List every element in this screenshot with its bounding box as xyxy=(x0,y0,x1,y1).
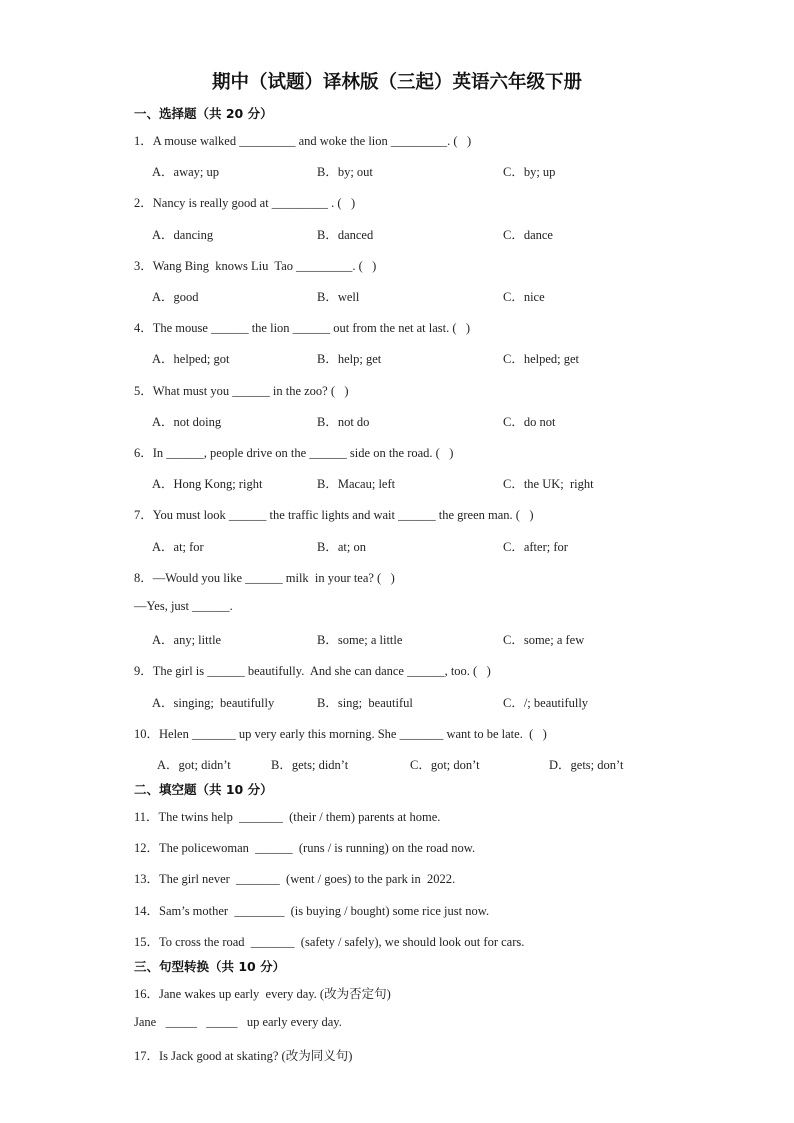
q3-option-b: B．well xyxy=(317,290,360,304)
q2-option-c: C．dance xyxy=(503,228,553,242)
q2-option-b: B．danced xyxy=(317,228,374,242)
q9-option-a: A．singing; beautifully xyxy=(152,696,275,710)
question-4: 4．The mouse ______ the lion ______ out from the net at last. ( ) xyxy=(134,321,471,335)
question-14: 14．Sam’s mother ________ (is buying / bought) some rice just now. xyxy=(134,904,490,918)
section-heading-fill: 二、填空题（共 10 分） xyxy=(134,782,273,797)
q7-option-b: B．at; on xyxy=(317,540,366,554)
q4-option-b: B．help; get xyxy=(317,352,382,366)
q1-option-b: B．by; out xyxy=(317,165,373,179)
q5-option-c: C．do not xyxy=(503,415,556,429)
q2-option-a: A．dancing xyxy=(152,228,214,242)
question-6: 6．In ______, people drive on the ______ side on the road. ( ) xyxy=(134,446,454,460)
question-7: 7．You must look ______ the traffic lights and wait ______ the green man. ( ) xyxy=(134,508,534,522)
question-8: 8．—Would you like ______ milk in your tea? ( ) xyxy=(134,571,395,585)
q8-option-c: C．some; a few xyxy=(503,633,585,647)
q10-option-d: D．gets; don’t xyxy=(549,758,624,772)
question-9: 9．The girl is ______ beautifully. And she can dance ______, too. ( ) xyxy=(134,664,491,678)
question-3: 3．Wang Bing knows Liu Tao _________. ( ) xyxy=(134,259,377,273)
q7-option-c: C．after; for xyxy=(503,540,568,554)
page-title: 期中（试题）译林版（三起）英语六年级下册 xyxy=(211,72,582,93)
q4-option-c: C．helped; get xyxy=(503,352,580,366)
section-heading-transform: 三、句型转换（共 10 分） xyxy=(134,959,286,974)
q8-option-b: B．some; a little xyxy=(317,633,403,647)
q9-option-c: C．/; beautifully xyxy=(503,696,589,710)
question-10: 10．Helen _______ up very early this morning. She _______ want to be late. ( ) xyxy=(134,727,547,741)
question-16-answer-line: Jane _____ _____ up early every day. xyxy=(134,1015,342,1029)
question-1: 1．A mouse walked _________ and woke the lion _________. ( ) xyxy=(134,134,472,148)
q10-option-b: B．gets; didn’t xyxy=(271,758,349,772)
question-2: 2．Nancy is really good at _________ . ( ) xyxy=(134,196,356,210)
q5-option-b: B．not do xyxy=(317,415,370,429)
question-8-response: —Yes, just ______. xyxy=(134,599,233,613)
q7-option-a: A．at; for xyxy=(152,540,204,554)
q4-option-a: A．helped; got xyxy=(152,352,230,366)
question-13: 13．The girl never _______ (went / goes) to the park in 2022. xyxy=(134,872,456,886)
question-12: 12．The policewoman ______ (runs / is running) on the road now. xyxy=(134,841,476,855)
q6-option-b: B．Macau; left xyxy=(317,477,396,491)
q8-option-a: A．any; little xyxy=(152,633,222,647)
question-11: 11．The twins help _______ (their / them) parents at home. xyxy=(134,810,441,824)
q3-option-a: A．good xyxy=(152,290,199,304)
q10-option-c: C．got; don’t xyxy=(410,758,480,772)
question-15: 15．To cross the road _______ (safety / safely), we should look out for cars. xyxy=(134,935,525,949)
question-17: 17．Is Jack good at skating? (改为同义句) xyxy=(134,1049,353,1063)
section-heading-choice: 一、选择题（共 20 分） xyxy=(134,106,273,121)
question-16: 16．Jane wakes up early every day. (改为否定句) xyxy=(134,987,391,1001)
q10-option-a: A．got; didn’t xyxy=(157,758,231,772)
q1-option-a: A．away; up xyxy=(152,165,219,179)
q5-option-a: A．not doing xyxy=(152,415,222,429)
q9-option-b: B．sing; beautiful xyxy=(317,696,413,710)
q6-option-a: A．Hong Kong; right xyxy=(152,477,263,491)
q3-option-c: C．nice xyxy=(503,290,545,304)
q1-option-c: C．by; up xyxy=(503,165,556,179)
q6-option-c: C．the UK; right xyxy=(503,477,594,491)
question-5: 5．What must you ______ in the zoo? ( ) xyxy=(134,384,349,398)
